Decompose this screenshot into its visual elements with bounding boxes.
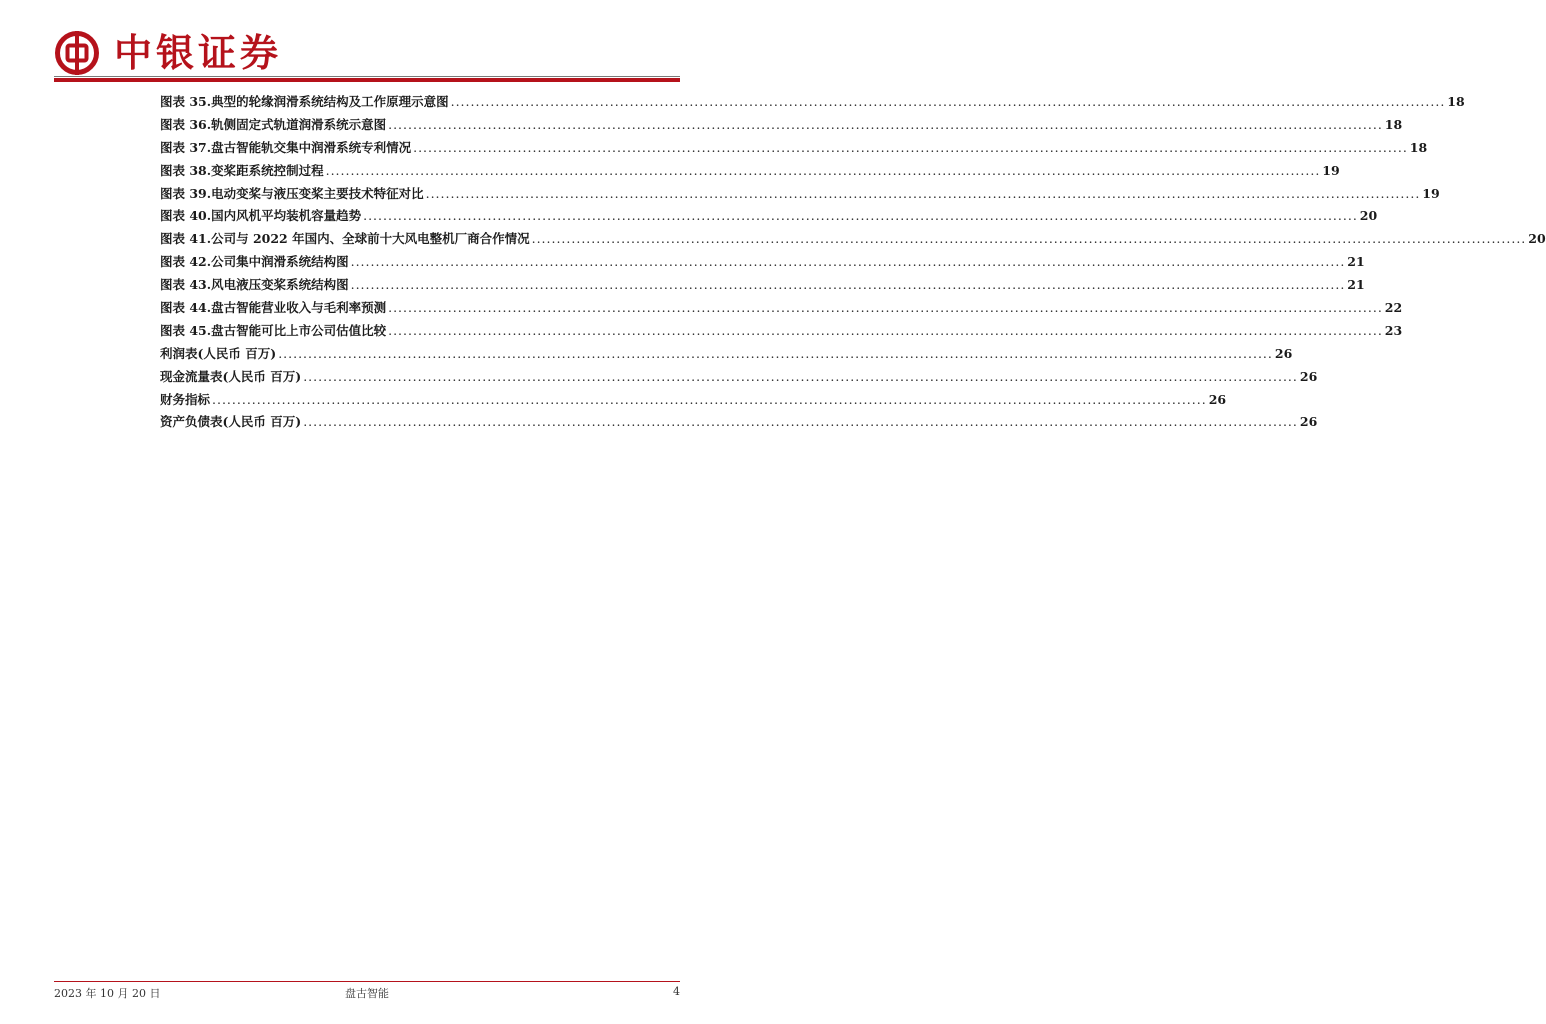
toc-entry-page: 18: [1447, 94, 1465, 109]
toc-entry-label: 图表 38.变桨距系统控制过程: [160, 162, 324, 178]
toc-dot-leader: ........................................................................................................................................................................................................: [531, 231, 1527, 247]
footer-rule: [54, 981, 680, 982]
toc-entry-page: 26: [1208, 391, 1227, 407]
toc-entry-label: 资产负债表(人民币 百万): [160, 414, 302, 430]
bank-of-china-logo-icon: [54, 30, 100, 76]
toc-entry-label: 图表 37.盘古智能轨交集中润滑系统专利情况: [160, 139, 412, 155]
toc-entry-page: 22: [1384, 300, 1403, 316]
toc-dot-leader: ........................................................................................................................................................................................................: [413, 139, 1408, 155]
toc-entry[interactable]: [160, 138, 1428, 161]
toc-dot-leader: ........................................................................................................................................................................................................: [350, 277, 1346, 293]
toc-dot-leader: ........................................................................................................................................................................................................: [303, 414, 1298, 430]
toc-entry-page: 19: [1422, 185, 1440, 201]
toc-entry[interactable]: [160, 229, 1546, 252]
toc-dot-leader: ........................................................................................................................................................................................................: [363, 208, 1358, 224]
toc-entry-label: 图表 36.轨侧固定式轨道润滑系统示意图: [160, 116, 387, 132]
toc-dot-leader: ........................................................................................................................................................................................................: [425, 185, 1421, 201]
toc-entry[interactable]: [160, 184, 1440, 207]
toc-entry-label: 图表 43.风电液压变桨系统结构图: [160, 277, 349, 293]
toc-entry[interactable]: [160, 115, 1403, 138]
toc-entry[interactable]: [160, 92, 1465, 115]
toc-entry-label: 利润表(人民币 百万): [160, 345, 277, 361]
toc-entry[interactable]: [160, 275, 1365, 298]
toc-entry-page: 26: [1299, 414, 1318, 430]
toc-entry-page: 26: [1299, 368, 1318, 384]
toc-dot-leader: ........................................................................................................................................................................................................: [350, 254, 1346, 270]
toc-entry[interactable]: [160, 367, 1318, 390]
table-of-contents: [160, 92, 1546, 435]
header-accent-rule: [54, 78, 680, 82]
toc-entry-page: 18: [1409, 139, 1428, 155]
toc-entry[interactable]: [160, 298, 1403, 321]
toc-entry-page: 21: [1347, 277, 1365, 293]
toc-entry-label: 图表 35.典型的轮缘润滑系统结构及工作原理示意图: [160, 94, 449, 109]
toc-entry[interactable]: [160, 321, 1403, 344]
toc-dot-leader: ........................................................................................................................................................................................................: [450, 94, 1446, 109]
toc-dot-leader: ........................................................................................................................................................................................................: [388, 116, 1383, 132]
brand-name: 中银证券: [114, 31, 283, 75]
toc-entry-label: 图表 44.盘古智能营业收入与毛利率预测: [160, 300, 387, 316]
footer-date: 2023 年 10 月 20 日: [54, 987, 161, 1000]
toc-entry-page: 21: [1347, 254, 1365, 270]
footer-company: 盘古智能: [345, 987, 389, 1000]
toc-dot-leader: ........................................................................................................................................................................................................: [303, 368, 1298, 384]
toc-entry-label: 财务指标: [160, 391, 211, 407]
toc-entry-page: 26: [1274, 345, 1293, 361]
toc-entry[interactable]: [160, 252, 1365, 275]
toc-entry-page: 19: [1322, 162, 1340, 178]
toc-entry-page: 23: [1384, 322, 1403, 338]
toc-dot-leader: ........................................................................................................................................................................................................: [388, 300, 1383, 316]
toc-entry-label: 图表 40.国内风机平均装机容量趋势: [160, 208, 362, 224]
toc-entry-label: 现金流量表(人民币 百万): [160, 368, 302, 384]
toc-entry[interactable]: [160, 412, 1318, 435]
toc-entry[interactable]: [160, 161, 1340, 184]
toc-entry-page: 20: [1359, 208, 1378, 224]
toc-entry-page: 20: [1528, 231, 1546, 247]
toc-entry-page: 18: [1384, 116, 1403, 132]
toc-entry-label: 图表 39.电动变桨与液压变桨主要技术特征对比: [160, 185, 424, 201]
toc-entry[interactable]: [160, 344, 1293, 367]
toc-dot-leader: ........................................................................................................................................................................................................: [278, 345, 1273, 361]
toc-entry-label: 图表 45.盘古智能可比上市公司估值比较: [160, 322, 387, 338]
page-header: [0, 0, 724, 86]
toc-dot-leader: ........................................................................................................................................................................................................: [325, 162, 1321, 178]
page-footer: [54, 985, 680, 1001]
toc-dot-leader: ........................................................................................................................................................................................................: [212, 391, 1207, 407]
toc-entry-label: 图表 41.公司与 2022 年国内、全球前十大风电整机厂商合作情况: [160, 231, 530, 247]
toc-entry[interactable]: [160, 206, 1378, 229]
footer-page-number: 4: [673, 985, 680, 998]
toc-entry-label: 图表 42.公司集中润滑系统结构图: [160, 254, 349, 270]
toc-entry[interactable]: [160, 390, 1227, 413]
toc-dot-leader: ........................................................................................................................................................................................................: [388, 322, 1383, 338]
header-rule: [54, 76, 680, 77]
